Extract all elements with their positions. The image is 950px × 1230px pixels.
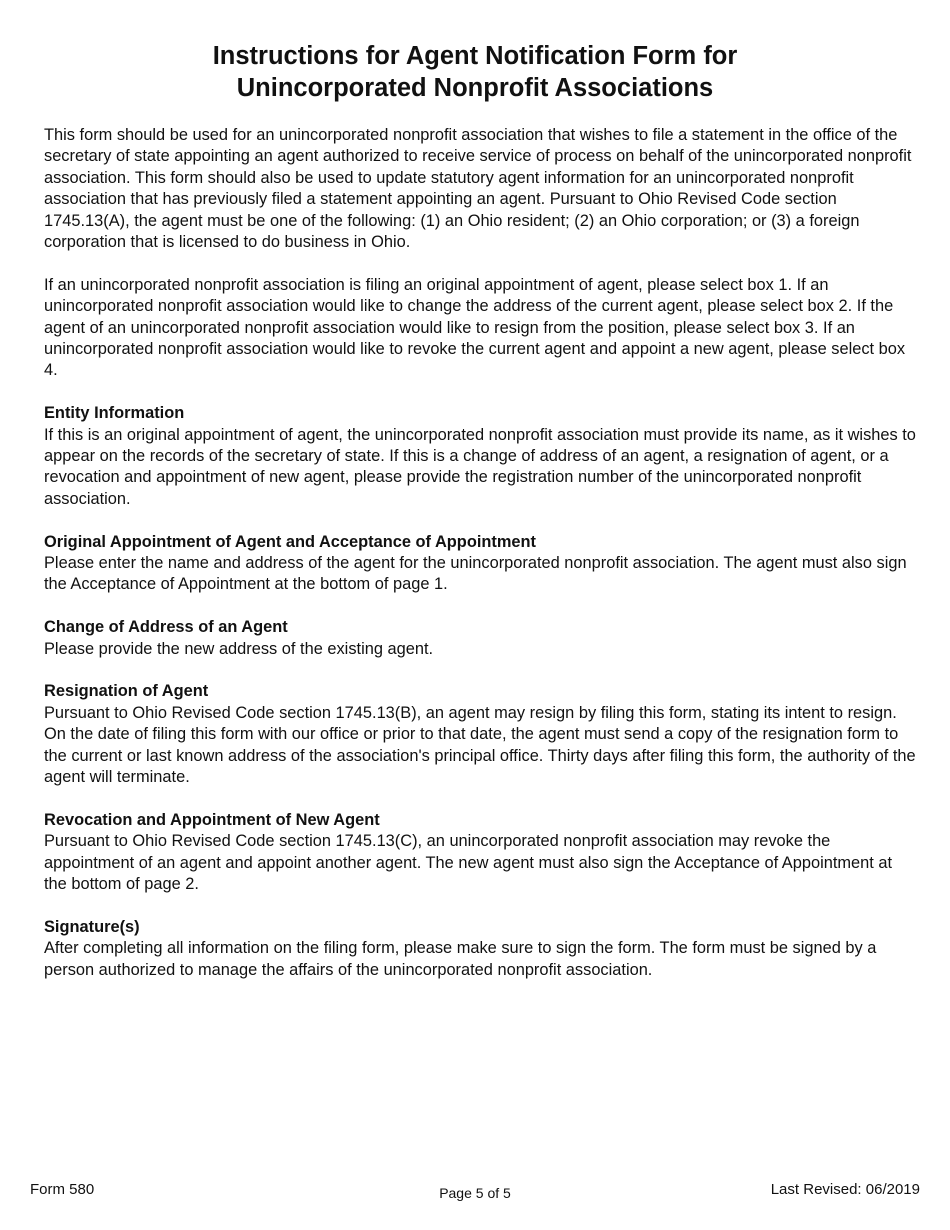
- footer-page-number: Page 5 of 5: [439, 1185, 511, 1201]
- document-title-line-1: Instructions for Agent Notification Form for: [212, 42, 738, 70]
- document-body: [44, 125, 916, 1003]
- section-entity-information: [44, 403, 916, 510]
- intro-paragraph-boxes: If an unincorporated nonprofit association is filing an original appointment of agent, please select box 1. If an unincorporated nonprofit association would like to change the address of the current agent, please select box 2. If the agent of an unincorporated nonprofit association would like to resign from the position, please select box 3. If an unincorporated nonprofit association would like to revoke the current agent and appoint a new agent, please select box 4.: [44, 275, 906, 380]
- footer-form-number: Form 580: [30, 1181, 95, 1198]
- section-heading: Entity Information: [44, 404, 185, 423]
- section-body: Please provide the new address of the existing agent.: [44, 639, 434, 658]
- section-resignation: [44, 681, 916, 788]
- section-heading: Revocation and Appointment of New Agent: [44, 810, 380, 829]
- footer-last-revised: Last Revised: 06/2019: [770, 1181, 920, 1198]
- intro-paragraph-purpose: This form should be used for an unincorporated nonprofit association that wishes to file a statement in the office of the secretary of state appointing an agent authorized to receive service of process on behalf of the unincorporated nonprofit association. This form should also be used to update statutory agent information for an unincorporated nonprofit association that has previously filed a statement appointing an agent. Pursuant to Ohio Revised Code section 1745.13(A), the agent must be one of the following: (1) an Ohio resident; (2) an Ohio corporation; or (3) a foreign corporation that is licensed to do business in Ohio.: [44, 126, 912, 252]
- section-body: Pursuant to Ohio Revised Code section 1745.13(C), an unincorporated nonprofit association may revoke the appointment of an agent and appoint another agent. The new agent must also sign the Acceptance of Appointment at the bottom of page 2.: [44, 832, 893, 894]
- document-title-line-2: Unincorporated Nonprofit Associations: [236, 74, 714, 102]
- section-heading: Signature(s): [44, 917, 140, 936]
- section-heading: Original Appointment of Agent and Acceptance of Appointment: [44, 532, 537, 551]
- section-heading: Resignation of Agent: [44, 682, 209, 701]
- section-original-appointment: [44, 532, 916, 596]
- section-revocation: [44, 810, 916, 896]
- section-change-of-address: [44, 617, 916, 660]
- section-signatures: [44, 917, 916, 981]
- section-body: Pursuant to Ohio Revised Code section 1745.13(B), an agent may resign by filing this form, stating its intent to resign. On the date of filing this form with our office or prior to that date, the agent must send a copy of the resignation form to the current or last known address of the association's principal office. Thirty days after filing this form, the authority of the agent will terminate.: [44, 703, 916, 787]
- section-body: Please enter the name and address of the agent for the unincorporated nonprofit association. The agent must also sign the Acceptance of Appointment at the bottom of page 1.: [44, 554, 907, 594]
- section-body: After completing all information on the filing form, please make sure to sign the form. The form must be signed by a person authorized to manage the affairs of the unincorporated nonprofit association.: [44, 939, 877, 979]
- section-heading: Change of Address of an Agent: [44, 618, 288, 637]
- section-body: If this is an original appointment of agent, the unincorporated nonprofit association must provide its name, as it wishes to appear on the records of the secretary of state. If this is a change of address of an agent, a resignation of agent, or a revocation and appointment of new agent, please provide the registration number of the unincorporated nonprofit association.: [44, 425, 916, 508]
- document-title: [0, 40, 950, 104]
